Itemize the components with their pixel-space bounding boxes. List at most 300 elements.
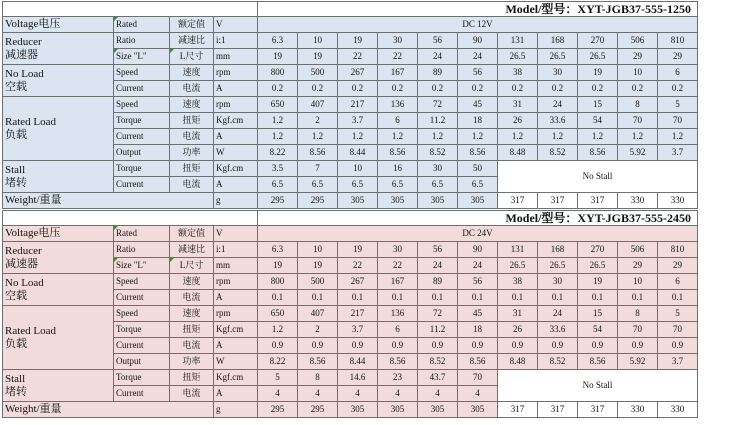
param-label: Current (114, 290, 170, 306)
weight-cell: 305 (378, 402, 418, 418)
value-cell: 5 (658, 306, 698, 322)
value-cell: 24 (458, 258, 498, 274)
weight-cell: 305 (378, 193, 418, 209)
value-cell: 3.7 (658, 354, 698, 370)
value-cell: 131 (498, 242, 538, 258)
value-cell: 26 (498, 322, 538, 338)
value-cell: 5.92 (618, 354, 658, 370)
rated-load-label-en: Rated Load (5, 324, 57, 337)
value-cell: 270 (578, 33, 618, 49)
param-label: Current (114, 81, 170, 97)
value-cell: 70 (658, 322, 698, 338)
weight-label: Weight/重量 (3, 402, 214, 418)
no-stall-cell: No Stall (498, 370, 698, 402)
value-cell: 19 (338, 242, 378, 258)
value-cell: 0.1 (418, 290, 458, 306)
value-cell: 6.5 (338, 177, 378, 193)
voltage-row (3, 226, 698, 242)
value-cell: 90 (458, 242, 498, 258)
value-cell: 16 (378, 161, 418, 177)
value-cell: 8 (618, 97, 658, 113)
value-cell: 10 (618, 65, 658, 81)
value-cell: 500 (298, 274, 338, 290)
value-cell: 0.1 (538, 290, 578, 306)
param-label: Torque (114, 113, 170, 129)
value-cell: 54 (578, 322, 618, 338)
value-cell: 38 (498, 274, 538, 290)
value-cell: 11.2 (418, 113, 458, 129)
reducer-label-en: Reducer (5, 35, 42, 48)
value-cell: 26.5 (578, 49, 618, 65)
value-cell: 7 (298, 161, 338, 177)
value-cell: 4 (338, 386, 378, 402)
value-cell: 1.2 (378, 129, 418, 145)
rated-label-zh: 额定值 (170, 226, 214, 242)
noload-label-zh: 空载 (5, 80, 27, 93)
value-cell: 6 (658, 274, 698, 290)
param-label: Speed (114, 306, 170, 322)
value-cell: 54 (578, 113, 618, 129)
value-cell: 407 (298, 97, 338, 113)
param-label-zh: 速度 (170, 97, 214, 113)
value-cell: 167 (378, 65, 418, 81)
ratio-row (3, 242, 698, 258)
value-cell: 8.56 (298, 145, 338, 161)
weight-unit: g (214, 402, 258, 418)
value-cell: 19 (578, 274, 618, 290)
value-cell: 1.2 (258, 129, 298, 145)
value-cell: 1.2 (538, 129, 578, 145)
value-cell: 70 (618, 322, 658, 338)
param-unit: mm (214, 49, 258, 65)
value-cell: 0.9 (618, 338, 658, 354)
rated-load-label-zh: 负载 (5, 128, 27, 141)
stall-label (3, 161, 114, 193)
param-unit: rpm (214, 306, 258, 322)
value-cell: 10 (338, 161, 378, 177)
value-cell: 0.1 (338, 290, 378, 306)
value-cell: 19 (258, 258, 298, 274)
value-cell: 8.56 (578, 145, 618, 161)
value-cell: 0.9 (418, 338, 458, 354)
value-cell: 1.2 (578, 129, 618, 145)
value-cell: 0.9 (658, 338, 698, 354)
param-label: Current (114, 177, 170, 193)
stall-label-zh: 堵转 (5, 385, 27, 398)
value-cell: 56 (418, 33, 458, 49)
weight-cell: 305 (418, 402, 458, 418)
value-cell: 19 (578, 65, 618, 81)
value-cell: 2 (298, 322, 338, 338)
param-label-zh: 电流 (170, 338, 214, 354)
weight-cell: 317 (538, 193, 578, 209)
param-label-zh: 功率 (170, 354, 214, 370)
weight-cell: 330 (658, 402, 698, 418)
value-cell: 2 (298, 113, 338, 129)
value-cell: 8.44 (338, 354, 378, 370)
value-cell: 0.9 (498, 338, 538, 354)
value-cell: 33.6 (538, 113, 578, 129)
reducer-label (3, 242, 114, 274)
value-cell: 30 (378, 242, 418, 258)
value-cell: 0.2 (298, 81, 338, 97)
value-cell: 800 (258, 274, 298, 290)
value-cell: 31 (498, 97, 538, 113)
value-cell: 56 (458, 274, 498, 290)
weight-cell: 295 (298, 193, 338, 209)
value-cell: 72 (418, 306, 458, 322)
rated-load-label (3, 306, 114, 370)
value-cell: 24 (538, 97, 578, 113)
value-cell: 15 (578, 97, 618, 113)
rated-load-label-zh: 负载 (5, 337, 27, 350)
value-cell: 3.5 (258, 161, 298, 177)
weight-cell: 317 (538, 402, 578, 418)
value-cell: 10 (298, 33, 338, 49)
param-label-zh: 速度 (170, 65, 214, 81)
param-label-zh: 扭矩 (170, 370, 214, 386)
value-cell: 0.1 (578, 290, 618, 306)
value-cell: 18 (458, 113, 498, 129)
value-cell: 14.6 (338, 370, 378, 386)
param-unit: Kgf.cm (214, 161, 258, 177)
value-cell: 8.48 (498, 354, 538, 370)
param-unit: i:1 (214, 33, 258, 49)
value-cell: 3.7 (338, 113, 378, 129)
value-cell: 1.2 (258, 322, 298, 338)
value-cell: 4 (258, 386, 298, 402)
value-cell: 6 (378, 322, 418, 338)
rated-label: Rated (114, 17, 170, 33)
value-cell: 8.56 (458, 145, 498, 161)
param-label-zh: 速度 (170, 274, 214, 290)
stall-label (3, 370, 114, 402)
noload-speed-row (3, 274, 698, 290)
value-cell: 8.56 (378, 354, 418, 370)
value-cell: 0.2 (258, 81, 298, 97)
value-cell: 24 (418, 49, 458, 65)
value-cell: 26 (498, 113, 538, 129)
value-cell: 26.5 (498, 49, 538, 65)
value-cell: 8.48 (498, 145, 538, 161)
value-cell: 8.52 (418, 354, 458, 370)
weight-cell: 330 (618, 402, 658, 418)
value-cell: 6 (378, 113, 418, 129)
param-unit: rpm (214, 97, 258, 113)
value-cell: 131 (498, 33, 538, 49)
value-cell: 26.5 (538, 258, 578, 274)
value-cell: 0.9 (298, 338, 338, 354)
value-cell: 24 (418, 258, 458, 274)
param-label-zh: L尺寸 (170, 49, 214, 65)
param-unit: rpm (214, 65, 258, 81)
value-cell: 0.2 (578, 81, 618, 97)
value-cell: 29 (618, 49, 658, 65)
value-cell: 6.5 (298, 177, 338, 193)
param-label-zh: 速度 (170, 306, 214, 322)
stall-torque-row (3, 370, 698, 386)
value-cell: 8.56 (298, 354, 338, 370)
value-cell: 4 (418, 386, 458, 402)
param-unit: Kgf.cm (214, 322, 258, 338)
weight-cell: 317 (578, 193, 618, 209)
value-cell: 30 (538, 65, 578, 81)
param-unit: rpm (214, 274, 258, 290)
value-cell: 50 (458, 161, 498, 177)
param-unit: i:1 (214, 242, 258, 258)
value-cell: 70 (658, 113, 698, 129)
weight-cell: 330 (658, 193, 698, 209)
value-cell: 0.9 (258, 338, 298, 354)
value-cell: 0.9 (378, 338, 418, 354)
value-cell: 29 (618, 258, 658, 274)
value-cell: 3.7 (338, 322, 378, 338)
value-cell: 0.2 (418, 81, 458, 97)
value-cell: 18 (458, 322, 498, 338)
value-cell: 72 (418, 97, 458, 113)
weight-cell: 295 (298, 402, 338, 418)
value-cell: 0.1 (658, 290, 698, 306)
value-cell: 650 (258, 97, 298, 113)
value-cell: 22 (338, 258, 378, 274)
param-label: Torque (114, 161, 170, 177)
value-cell: 1.2 (338, 129, 378, 145)
weight-row (3, 193, 698, 209)
value-cell: 8.52 (538, 145, 578, 161)
value-cell: 810 (658, 33, 698, 49)
param-unit: W (214, 354, 258, 370)
voltage-unit: V (214, 226, 258, 242)
param-label-zh: 扭矩 (170, 161, 214, 177)
param-label-zh: L尺寸 (170, 258, 214, 274)
value-cell: 19 (298, 258, 338, 274)
value-cell: 45 (458, 97, 498, 113)
value-cell: 11.2 (418, 322, 458, 338)
noload-label-en: No Load (5, 67, 44, 80)
param-unit: Kgf.cm (214, 113, 258, 129)
value-cell: 6.5 (458, 177, 498, 193)
model-row (3, 211, 698, 226)
value-cell: 0.1 (378, 290, 418, 306)
param-label-zh: 扭矩 (170, 113, 214, 129)
value-cell: 136 (378, 306, 418, 322)
value-cell: 33.6 (538, 322, 578, 338)
value-cell: 10 (298, 242, 338, 258)
param-label: Torque (114, 322, 170, 338)
weight-cell: 305 (418, 193, 458, 209)
noload-speed-row (3, 65, 698, 81)
value-cell: 0.9 (578, 338, 618, 354)
value-cell: 43.7 (418, 370, 458, 386)
value-cell: 5 (258, 370, 298, 386)
weight-cell: 330 (618, 193, 658, 209)
value-cell: 0.2 (378, 81, 418, 97)
param-label: Output (114, 145, 170, 161)
reducer-label (3, 33, 114, 65)
value-cell: 0.9 (538, 338, 578, 354)
weight-cell: 305 (338, 193, 378, 209)
ratio-row (3, 33, 698, 49)
value-cell: 24 (538, 306, 578, 322)
value-cell: 1.2 (658, 129, 698, 145)
weight-cell: 317 (498, 193, 538, 209)
param-label-zh: 电流 (170, 290, 214, 306)
value-cell: 1.2 (298, 129, 338, 145)
value-cell: 0.1 (298, 290, 338, 306)
voltage-label: Voltage电压 (3, 17, 114, 33)
model-title: Model/型号：XYT-JGB37-555-1250 (258, 2, 698, 17)
reducer-label-en: Reducer (5, 244, 42, 257)
value-cell: 31 (498, 306, 538, 322)
param-label: Torque (114, 370, 170, 386)
param-label-zh: 电流 (170, 81, 214, 97)
value-cell: 506 (618, 242, 658, 258)
param-label: Current (114, 386, 170, 402)
value-cell: 1.2 (498, 129, 538, 145)
param-unit: A (214, 129, 258, 145)
weight-cell: 317 (578, 402, 618, 418)
value-cell: 38 (498, 65, 538, 81)
value-cell: 4 (298, 386, 338, 402)
rated-load-label (3, 97, 114, 161)
param-label: Size "L" (114, 49, 170, 65)
voltage-value: DC 12V (258, 17, 698, 33)
value-cell: 6.5 (378, 177, 418, 193)
value-cell: 30 (538, 274, 578, 290)
param-label-zh: 减速比 (170, 33, 214, 49)
value-cell: 217 (338, 306, 378, 322)
stall-label-en: Stall (5, 372, 26, 385)
param-label: Output (114, 354, 170, 370)
stall-torque-row (3, 161, 698, 177)
rated-speed-row (3, 97, 698, 113)
value-cell: 70 (618, 113, 658, 129)
value-cell: 15 (578, 306, 618, 322)
value-cell: 407 (298, 306, 338, 322)
value-cell: 6.5 (258, 177, 298, 193)
param-unit: A (214, 338, 258, 354)
model-title: Model/型号：XYT-JGB37-555-2450 (258, 211, 698, 226)
no-stall-cell: No Stall (498, 161, 698, 193)
weight-unit: g (214, 193, 258, 209)
weight-cell: 295 (258, 193, 298, 209)
value-cell: 56 (458, 65, 498, 81)
value-cell: 4 (458, 386, 498, 402)
spec-table-24v (2, 210, 698, 418)
value-cell: 267 (338, 274, 378, 290)
param-unit: A (214, 290, 258, 306)
value-cell: 26.5 (538, 49, 578, 65)
model-row (3, 2, 698, 17)
value-cell: 506 (618, 33, 658, 49)
value-cell: 29 (658, 49, 698, 65)
value-cell: 0.1 (498, 290, 538, 306)
model-spacer (3, 211, 258, 226)
param-unit: mm (214, 258, 258, 274)
value-cell: 1.2 (618, 129, 658, 145)
value-cell: 0.2 (498, 81, 538, 97)
value-cell: 22 (378, 49, 418, 65)
param-unit: W (214, 145, 258, 161)
value-cell: 90 (458, 33, 498, 49)
rated-label-zh: 额定值 (170, 17, 214, 33)
value-cell: 270 (578, 242, 618, 258)
value-cell: 168 (538, 33, 578, 49)
value-cell: 0.2 (458, 81, 498, 97)
rated-speed-row (3, 306, 698, 322)
value-cell: 1.2 (458, 129, 498, 145)
value-cell: 19 (338, 33, 378, 49)
rated-load-label-en: Rated Load (5, 115, 57, 128)
value-cell: 136 (378, 97, 418, 113)
value-cell: 29 (658, 258, 698, 274)
stall-label-zh: 堵转 (5, 176, 27, 189)
param-unit: A (214, 81, 258, 97)
value-cell: 26.5 (578, 258, 618, 274)
noload-label (3, 65, 114, 97)
value-cell: 0.2 (658, 81, 698, 97)
value-cell: 8.56 (458, 354, 498, 370)
value-cell: 5 (658, 97, 698, 113)
value-cell: 8.52 (418, 145, 458, 161)
noload-label (3, 274, 114, 306)
value-cell: 810 (658, 242, 698, 258)
value-cell: 8 (298, 370, 338, 386)
voltage-value: DC 24V (258, 226, 698, 242)
value-cell: 0.9 (338, 338, 378, 354)
voltage-row (3, 17, 698, 33)
param-label: Size "L" (114, 258, 170, 274)
weight-cell: 305 (338, 402, 378, 418)
value-cell: 0.1 (618, 290, 658, 306)
value-cell: 217 (338, 97, 378, 113)
param-label: Ratio (114, 242, 170, 258)
param-label-zh: 扭矩 (170, 322, 214, 338)
value-cell: 0.2 (338, 81, 378, 97)
value-cell: 8.22 (258, 145, 298, 161)
weight-cell: 317 (498, 402, 538, 418)
value-cell: 23 (378, 370, 418, 386)
value-cell: 22 (378, 258, 418, 274)
value-cell: 6.3 (258, 242, 298, 258)
param-label-zh: 电流 (170, 386, 214, 402)
value-cell: 30 (418, 161, 458, 177)
noload-label-zh: 空载 (5, 289, 27, 302)
value-cell: 0.2 (618, 81, 658, 97)
value-cell: 8.22 (258, 354, 298, 370)
value-cell: 5.92 (618, 145, 658, 161)
weight-cell: 305 (458, 402, 498, 418)
rated-label: Rated (114, 226, 170, 242)
value-cell: 3.7 (658, 145, 698, 161)
value-cell: 8.44 (338, 145, 378, 161)
param-label-zh: 电流 (170, 129, 214, 145)
value-cell: 30 (378, 33, 418, 49)
value-cell: 8 (618, 306, 658, 322)
reducer-label-zh: 减速器 (5, 48, 38, 61)
value-cell: 8.52 (538, 354, 578, 370)
value-cell: 6 (658, 65, 698, 81)
model-spacer (3, 2, 258, 17)
value-cell: 10 (618, 274, 658, 290)
noload-label-en: No Load (5, 276, 44, 289)
value-cell: 0.9 (458, 338, 498, 354)
weight-label: Weight/重量 (3, 193, 214, 209)
value-cell: 8.56 (378, 145, 418, 161)
param-label: Current (114, 129, 170, 145)
param-label: Speed (114, 65, 170, 81)
voltage-unit: V (214, 17, 258, 33)
